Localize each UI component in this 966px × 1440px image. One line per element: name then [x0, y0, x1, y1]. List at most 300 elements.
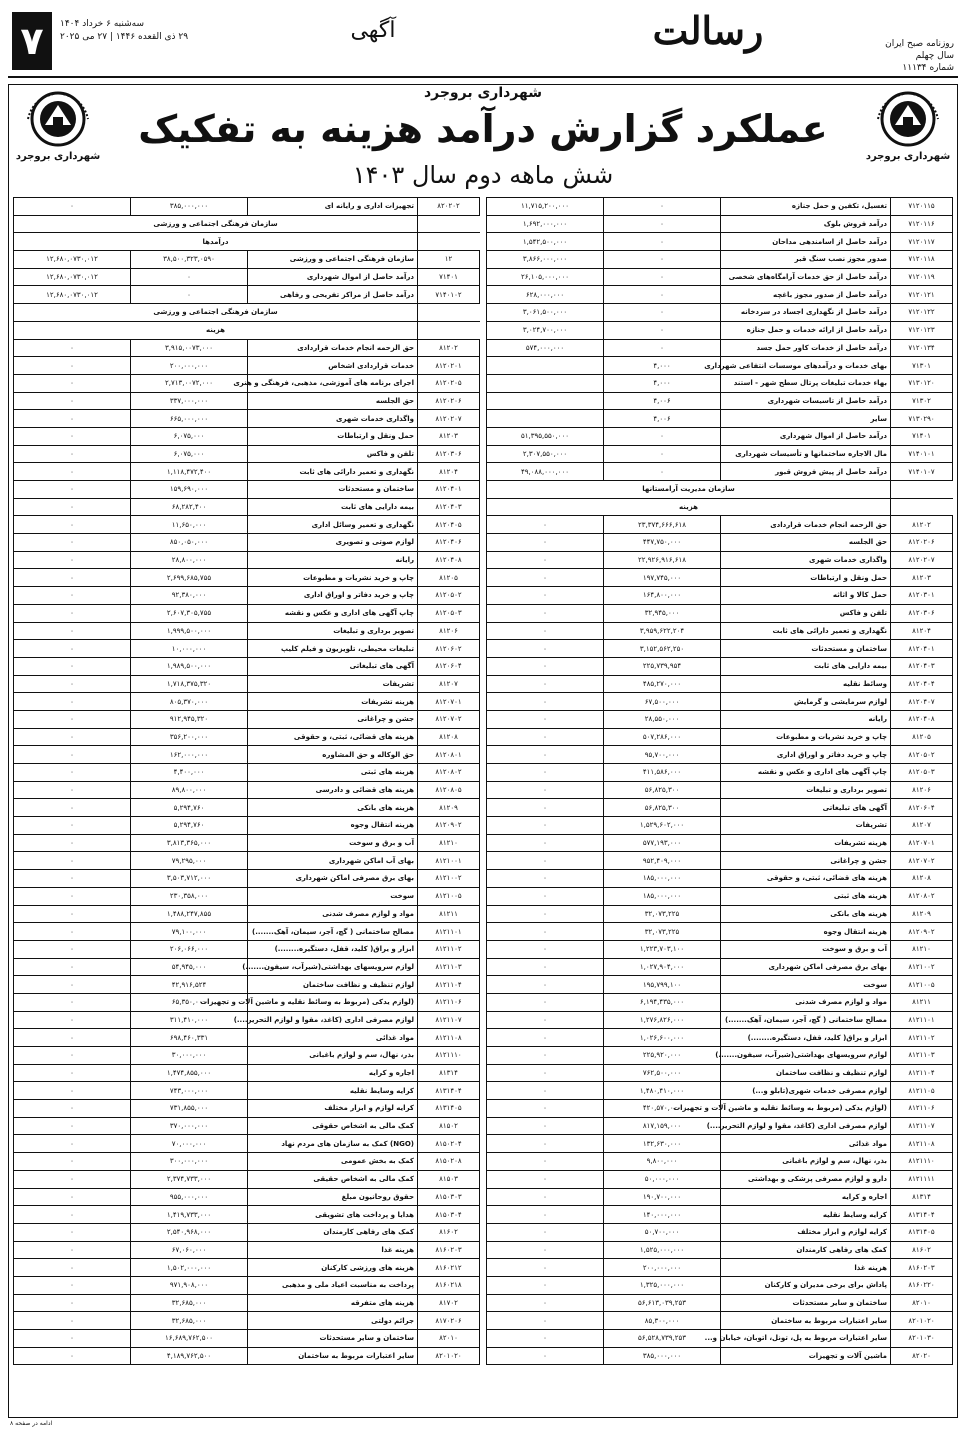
section-header: سازمان فرهنگی اجتماعی و ورزشی: [14, 304, 418, 322]
description: لوازم سرمایشی و گرمایش: [721, 693, 891, 711]
description: تلفن و فاکس: [721, 604, 891, 622]
description: تصویر برداری و تبلیغات: [721, 781, 891, 799]
table-row: [487, 321, 953, 339]
date-box: [60, 18, 188, 44]
account-code: ۱۲: [418, 251, 480, 269]
amount-col-1: ۴,۴۰۰,۰۰۰: [131, 764, 248, 782]
description: هزینه های قضائی، ثبتی، و حقوقی: [248, 728, 418, 746]
account-code: ۸۱۲۰۶۰۴: [418, 657, 480, 675]
amount-col-1: ۱۹۰,۷۰۰,۰۰۰: [604, 1188, 721, 1206]
account-code: ۸۱۲۱۱: [418, 905, 480, 923]
amount-col-2: ۱۲,۶۸۰,۰۷۳۰,۰۱۲: [14, 268, 131, 286]
amount-col-2: ۰: [14, 427, 131, 445]
table-row: [487, 746, 953, 764]
account-code: ۷۱۳۰۲۹۰: [891, 410, 953, 428]
account-code: ۸۱۲۰۲: [891, 516, 953, 534]
row-spacer: [891, 481, 953, 499]
description: بذر، نهال، سم و لوازم باغبانی: [721, 1153, 891, 1171]
table-row: [487, 339, 953, 357]
table-row: [487, 993, 953, 1011]
account-code: ۸۱۲۱۰: [891, 940, 953, 958]
amount-col-1: ۱۴۰,۰۰۰,۰۰۰: [604, 1206, 721, 1224]
amount-col-2: ۰: [487, 1206, 604, 1224]
amount-col-2: ۰: [14, 357, 131, 375]
meta-line-3: روزنامه صبح ایران: [885, 39, 954, 49]
amount-col-2: ۱۲,۶۸۰,۰۷۳۰,۰۱۲: [14, 251, 131, 269]
description: هزینه های ثبتی: [721, 887, 891, 905]
description: سایر اعتبارات مربوط به ساختمان: [721, 1312, 891, 1330]
table-row: [14, 587, 480, 605]
amount-col-2: ۵۷۴,۰۰۰,۰۰۰: [487, 339, 604, 357]
table-row: [487, 799, 953, 817]
amount-col-1: ۶۸,۲۸۲,۴۰۰: [131, 498, 248, 516]
description: چاپ آگهی های اداری و عکس و نقشه: [248, 604, 418, 622]
description: تبلیغات محیطی، تلویزیون و فیلم کلیپ: [248, 640, 418, 658]
table-row: [487, 604, 953, 622]
description: درآمد حاصل از حق خدمات آرامگاه‌های شخصی: [721, 268, 891, 286]
amount-col-1: ۳۸,۵۰۰,۳۲۳,۰۵۹۰: [131, 251, 248, 269]
table-row: [14, 1312, 480, 1330]
description: هزینه های بانکی: [248, 799, 418, 817]
account-code: ۸۱۲۰۵: [891, 728, 953, 746]
amount-col-2: ۳,۰۲۴,۷۰۰,۰۰۰: [487, 321, 604, 339]
account-code: ۸۱۲۰۷: [891, 817, 953, 835]
description: چاپ و خرید دفاتر و اوراق اداری: [721, 746, 891, 764]
description: حق الجلسه: [248, 392, 418, 410]
table-row: [487, 1117, 953, 1135]
amount-col-1: ۸۰۵,۳۷۰,۰۰۰: [131, 693, 248, 711]
description: جشن و چراغانی: [721, 852, 891, 870]
amount-col-2: ۰: [487, 1082, 604, 1100]
amount-col-1: ۵۶,۸۲۵,۳۰۰: [604, 799, 721, 817]
amount-col-2: ۰: [487, 1223, 604, 1241]
table-row: [14, 887, 480, 905]
table-row: [14, 357, 480, 375]
table-row: [487, 498, 953, 516]
account-code: ۸۱۲۱۱۰۲: [418, 940, 480, 958]
description: هزینه های ثبتی: [248, 764, 418, 782]
amount-col-2: ۰: [487, 834, 604, 852]
account-code: ۸۱۲۰۴۰۴: [891, 675, 953, 693]
amount-col-1: ۱۹۵,۷۹۹,۱۰۰: [604, 976, 721, 994]
table-row: [487, 268, 953, 286]
amount-col-2: ۰: [14, 1188, 131, 1206]
table-row: [14, 1100, 480, 1118]
account-code: ۸۱۲۰۴۰۷: [891, 693, 953, 711]
amount-col-2: ۰: [487, 1276, 604, 1294]
amount-col-2: ۱,۵۴۲,۵۰۰,۰۰۰: [487, 233, 604, 251]
table-row: [487, 940, 953, 958]
account-code: ۸۱۵۰۳: [418, 1170, 480, 1188]
table-row: [487, 640, 953, 658]
amount-col-2: ۰: [487, 1241, 604, 1259]
amount-col-1: ۹۵,۷۰۰,۰۰۰: [604, 746, 721, 764]
row-spacer: [891, 498, 953, 516]
account-code: ۷۱۲۰۱۱۹: [891, 268, 953, 286]
description: درآمد حاصل از نگهداری اجساد در سردخانه: [721, 304, 891, 322]
description: ماشین آلات و تجهیزات: [721, 1347, 891, 1365]
account-code: ۸۱۲۰۷۰۱: [418, 693, 480, 711]
account-code: ۷۱۲۰۱۱۶: [891, 215, 953, 233]
account-code: ۸۱۲۰۲۰۷: [418, 410, 480, 428]
account-code: ۸۱۶۰۲۱۲: [418, 1259, 480, 1277]
table-row: [14, 799, 480, 817]
amount-col-2: ۰: [487, 1153, 604, 1171]
table-row: [14, 1029, 480, 1047]
amount-col-2: ۲,۳۰۷,۵۵۰,۰۰۰: [487, 445, 604, 463]
amount-col-2: ۳,۸۶۶,۰۰۰,۰۰۰: [487, 251, 604, 269]
table-row: [14, 1206, 480, 1224]
table-row: [487, 1223, 953, 1241]
description: کرایه وسایط نقلیه: [248, 1082, 418, 1100]
amount-col-1: ۹۵۵,۰۰۰,۰۰۰: [131, 1188, 248, 1206]
account-code: ۸۲۰۱۰۳۰: [891, 1330, 953, 1348]
description: (NGO) کمک به سازمان های مردم نهاد: [248, 1135, 418, 1153]
amount-col-1: ۲,۶۹۹,۶۸۵,۷۵۵: [131, 569, 248, 587]
amount-col-1: ۰: [604, 304, 721, 322]
account-code: ۸۱۵۰۲۰۴: [418, 1135, 480, 1153]
right-table: [486, 197, 953, 1365]
amount-col-1: ۲,۷۱۳,۰۰۷۲,۰۰۰: [131, 374, 248, 392]
amount-col-2: ۰: [14, 781, 131, 799]
table-row: [487, 463, 953, 481]
description: تصویر برداری و تبلیغات: [248, 622, 418, 640]
account-code: ۸۱۲۰۸۰۱: [418, 746, 480, 764]
amount-col-2: ۰: [14, 534, 131, 552]
amount-col-1: ۷۶۲,۵۰۰,۰۰۰: [604, 1064, 721, 1082]
account-code: ۸۲۰۲۰: [891, 1347, 953, 1365]
account-code: ۷۱۴۰۱: [891, 427, 953, 445]
description: لوازم تنظیف و نظافت ساختمان: [248, 976, 418, 994]
account-code: ۸۱۲۰۴۰۳: [418, 498, 480, 516]
table-row: [14, 374, 480, 392]
amount-col-1: ۶,۱۹۴,۴۳۵,۰۰۰: [604, 993, 721, 1011]
amount-col-2: ۰: [487, 1347, 604, 1365]
description: کمک های رفاهی کارمندان: [248, 1223, 418, 1241]
table-row: [14, 870, 480, 888]
table-row: [487, 1188, 953, 1206]
description: کرایه لوازم و ابزار مختلف: [721, 1223, 891, 1241]
amount-col-2: ۰: [487, 1117, 604, 1135]
table-row: [487, 976, 953, 994]
amount-col-1: ۴,۰۰۰: [604, 357, 721, 375]
amount-col-1: ۴,۱۸۹,۷۶۲,۵۰۰: [131, 1347, 248, 1365]
amount-col-1: ۲۰۰,۰۰۰,۰۰۰: [604, 1259, 721, 1277]
account-code: ۷۱۲۰۱۲۲: [891, 304, 953, 322]
account-code: ۸۱۲۱۱۰۶: [418, 993, 480, 1011]
description: کمک مالی به اشخاص حقوقی: [248, 1117, 418, 1135]
amount-col-2: ۰: [487, 923, 604, 941]
amount-col-2: ۰: [14, 958, 131, 976]
account-code: ۸۱۲۱۱۰۸: [891, 1135, 953, 1153]
account-code: ۸۱۳۱۴: [891, 1188, 953, 1206]
amount-col-1: ۱۹۷,۷۴۵,۰۰۰: [604, 569, 721, 587]
description: بیمه دارایی های ثابت: [721, 657, 891, 675]
amount-col-1: ۰: [604, 215, 721, 233]
amount-col-1: ۳,۹۱۵,۰۰۷۳,۰۰۰: [131, 339, 248, 357]
description: واگذاری خدمات شهری: [721, 551, 891, 569]
table-row: [14, 481, 480, 499]
table-row: [14, 551, 480, 569]
amount-col-1: ۹,۸۰۰,۰۰۰: [604, 1153, 721, 1171]
amount-col-2: ۰: [487, 940, 604, 958]
account-code: ۷۱۲۰۱۱۸: [891, 251, 953, 269]
account-code: ۸۱۶۰۲۱۸: [418, 1276, 480, 1294]
amount-col-2: ۴۹,۰۸۸,۰۰۰,۰۰۰: [487, 463, 604, 481]
left-table-body: [14, 198, 480, 1365]
description: خدمات قراردادی اشخاص: [248, 357, 418, 375]
description: لوازم تنظیف و نظافت ساختمان: [721, 1064, 891, 1082]
account-code: ۸۱۲۰۵: [418, 569, 480, 587]
amount-col-1: ۰: [604, 463, 721, 481]
description: بذر، نهال، سم و لوازم باغبانی: [248, 1047, 418, 1065]
account-code: ۸۲۰۱۰۲۰: [891, 1312, 953, 1330]
description: (لوازم یدکی (مربوط به وسائط نقلیه و ماشین آلات و تجهیزات: [248, 993, 418, 1011]
table-row: [487, 1259, 953, 1277]
description: حمل کالا و اثاثه: [721, 587, 891, 605]
table-row: [14, 198, 480, 216]
description: کمک به بخش عمومی: [248, 1153, 418, 1171]
amount-col-2: ۰: [14, 1082, 131, 1100]
table-row: [14, 321, 480, 339]
table-row: [487, 286, 953, 304]
amount-col-1: ۵۰۷,۲۸۶,۰۰۰: [604, 728, 721, 746]
amount-col-1: ۸۹,۸۰۰,۰۰۰: [131, 781, 248, 799]
amount-col-1: ۳۲,۰۷۳,۲۲۵: [604, 923, 721, 941]
amount-col-2: ۰: [14, 1135, 131, 1153]
description: درآمد حاصل از خدمات کاور حمل جسد: [721, 339, 891, 357]
amount-col-2: ۰: [14, 1029, 131, 1047]
amount-col-1: ۳۲,۹۴۵,۰۰۰: [604, 604, 721, 622]
amount-col-2: ۰: [487, 693, 604, 711]
description: مواد غذائی: [248, 1029, 418, 1047]
section-header: سازمان فرهنگی اجتماعی و ورزشی: [14, 215, 418, 233]
account-code: ۸۱۲۱۱: [891, 993, 953, 1011]
date-line-2: ۲۹ ذی القعده ۱۴۴۶ | ۲۷ می ۲۰۲۵: [60, 32, 189, 42]
table-row: [487, 675, 953, 693]
table-row: [487, 764, 953, 782]
description: هزینه های متفرقه: [248, 1294, 418, 1312]
account-code: ۸۱۶۰۲۲۰: [891, 1276, 953, 1294]
description: نگهداری و تعمیر دارائی های ثابت: [721, 622, 891, 640]
table-row: [14, 1276, 480, 1294]
description: کرایه وسایط نقلیه: [721, 1206, 891, 1224]
account-code: ۸۱۲۰۳: [418, 427, 480, 445]
description: وسائط نقلیه: [721, 675, 891, 693]
amount-col-2: ۰: [14, 976, 131, 994]
amount-col-2: ۰: [487, 675, 604, 693]
table-row: [14, 604, 480, 622]
table-row: [487, 516, 953, 534]
table-row: [14, 233, 480, 251]
account-code: ۸۱۲۰۴۰۳: [891, 657, 953, 675]
amount-col-1: ۳۰,۰۰۰,۰۰۰: [131, 1047, 248, 1065]
description: بهای برق مصرفی اماکن شهرداری: [248, 870, 418, 888]
description: کمک مالی به اشخاص حقیقی: [248, 1170, 418, 1188]
amount-col-2: ۰: [487, 551, 604, 569]
meta-line-2: شماره ۱۱۱۳۴: [902, 63, 954, 73]
account-code: ۸۱۲۰۸۰۵: [418, 781, 480, 799]
table-row: [487, 1153, 953, 1171]
account-code: ۸۱۲۱۱۰۷: [418, 1011, 480, 1029]
amount-col-2: ۰: [487, 587, 604, 605]
amount-col-2: ۰: [14, 1064, 131, 1082]
report-subtitle: شش ماهه دوم سال ۱۴۰۳: [352, 161, 614, 189]
account-code: ۸۱۲۱۱۱۱: [891, 1170, 953, 1188]
amount-col-2: ۰: [487, 657, 604, 675]
table-row: [14, 993, 480, 1011]
description: ساختمان و سایر مستحدثات: [721, 1294, 891, 1312]
amount-col-1: ۸۱۷,۱۵۹,۰۰۰: [604, 1117, 721, 1135]
table-row: [487, 587, 953, 605]
table-row: [487, 233, 953, 251]
account-code: ۸۱۵۰۳۰۳: [418, 1188, 480, 1206]
description: حقوق روحانیون مبلغ: [248, 1188, 418, 1206]
description: هزینه انتقال وجوه: [248, 817, 418, 835]
description: لوازم صوتی و تصویری: [248, 534, 418, 552]
left-table: [13, 197, 480, 1365]
amount-col-2: ۰: [14, 339, 131, 357]
amount-col-1: ۲,۵۴۰,۹۶۸,۰۰۰: [131, 1223, 248, 1241]
description: هزینه تشریفات: [721, 834, 891, 852]
description: حمل ونقل و ارتباطات: [248, 427, 418, 445]
description: حق الجلسه: [721, 534, 891, 552]
description: (لوازم یدکی (مربوط به وسائط نقلیه و ماشین آلات و تجهیزات: [721, 1100, 891, 1118]
amount-col-2: ۰: [14, 374, 131, 392]
account-code: ۸۲۰۱۰۲۰: [418, 1347, 480, 1365]
table-row: [14, 516, 480, 534]
amount-col-1: ۸۵۰,۰۵۰,۰۰۰: [131, 534, 248, 552]
row-spacer: [418, 321, 480, 339]
amount-col-1: ۴۱۱,۵۸۶,۰۰۰: [604, 764, 721, 782]
amount-col-1: ۷۴۳,۰۰۰,۰۰۰: [131, 1082, 248, 1100]
description: لوازم مصرفی خدمات شهری(تابلو و...): [721, 1082, 891, 1100]
account-code: ۸۱۲۱۱۱۰: [891, 1153, 953, 1171]
description: بهای آب اماکن شهرداری: [248, 852, 418, 870]
amount-col-2: ۱۱,۷۱۵,۲۰۰,۰۰۰: [487, 198, 604, 216]
account-code: ۸۱۲۰۹۰۲: [418, 817, 480, 835]
amount-col-2: ۰: [487, 710, 604, 728]
amount-col-2: ۰: [14, 551, 131, 569]
date-line-1: سه‌شنبه ۶ خرداد ۱۴۰۴: [60, 19, 144, 29]
table-row: [487, 923, 953, 941]
table-row: [14, 268, 480, 286]
table-row: [487, 1276, 953, 1294]
description: تجهیزات اداری و رایانه ای: [248, 198, 418, 216]
amount-col-1: ۳۸۵,۰۰۰,۰۰۰: [604, 1347, 721, 1365]
description: سایر اعتبارات مربوط به ساختمان: [248, 1347, 418, 1365]
amount-col-2: ۰: [14, 764, 131, 782]
table-row: [14, 1082, 480, 1100]
table-row: [487, 657, 953, 675]
description: دارو و لوازم مصرفی پزشکی و بهداشتی: [721, 1170, 891, 1188]
table-row: [14, 958, 480, 976]
amount-col-1: ۵۶,۸۲۵,۳۰۰: [604, 781, 721, 799]
amount-col-2: ۰: [487, 534, 604, 552]
table-row: [14, 1153, 480, 1171]
amount-col-1: ۵۶,۵۲۸,۷۳۹,۲۵۳: [604, 1330, 721, 1348]
table-row: [14, 622, 480, 640]
amount-col-2: ۰: [14, 1206, 131, 1224]
description: درآمد حاصل از مراکز تفریحی و رفاهی: [248, 286, 418, 304]
account-code: ۸۱۲۱۱۱۰: [418, 1047, 480, 1065]
amount-col-2: ۰: [14, 481, 131, 499]
continued-note: ادامه در صفحه ۸: [10, 1420, 53, 1427]
account-code: ۸۱۶۰۲: [891, 1241, 953, 1259]
table-row: [487, 1100, 953, 1118]
amount-col-1: ۹۵۲,۴۰۹,۰۰۰: [604, 852, 721, 870]
table-row: [14, 1135, 480, 1153]
account-code: ۸۱۲۱۰: [418, 834, 480, 852]
amount-col-2: ۰: [14, 640, 131, 658]
table-row: [14, 817, 480, 835]
amount-col-1: ۹۱۲,۹۴۵,۳۲۰: [131, 710, 248, 728]
table-row: [14, 1170, 480, 1188]
description: واگذاری خدمات شهری: [248, 410, 418, 428]
account-code: ۸۱۵۰۲۰۸: [418, 1153, 480, 1171]
description: لوازم سرویسهای بهداشتی(شیرآب، سیفون.......): [248, 958, 418, 976]
account-code: ۸۱۲۰۳۰۶: [891, 604, 953, 622]
table-row: [14, 1117, 480, 1135]
description: حمل ونقل و ارتباطات: [721, 569, 891, 587]
description: مواد و لوازم مصرف شدنی: [721, 993, 891, 1011]
amount-col-2: ۰: [14, 657, 131, 675]
amount-col-2: ۰: [487, 799, 604, 817]
table-row: [14, 657, 480, 675]
account-code: ۸۱۲۱۱۰۴: [418, 976, 480, 994]
table-row: [487, 1294, 953, 1312]
amount-col-1: ۰: [604, 427, 721, 445]
table-row: [487, 1082, 953, 1100]
description: مواد غذائی: [721, 1135, 891, 1153]
account-code: ۸۱۲۰۶۰۲: [418, 640, 480, 658]
amount-col-1: ۳۲,۰۷۳,۲۲۵: [604, 905, 721, 923]
amount-col-1: ۲۲۵,۷۳۹,۹۵۴: [604, 657, 721, 675]
amount-col-1: ۰: [131, 286, 248, 304]
account-code: ۷۱۳۰۱: [891, 357, 953, 375]
account-code: ۸۱۳۱۴۰۵: [418, 1100, 480, 1118]
table-row: [487, 410, 953, 428]
account-code: ۸۱۲۰۶۰۴: [891, 799, 953, 817]
table-row: [14, 1011, 480, 1029]
row-spacer: [418, 215, 480, 233]
description: هزینه های قضائی، ثبتی، و حقوقی: [721, 870, 891, 888]
description: بهاء خدمات تبلیغات پرتال سطح شهر - استند: [721, 374, 891, 392]
account-code: ۸۱۲۰۲۰۷: [891, 551, 953, 569]
amount-col-2: ۰: [487, 746, 604, 764]
description: مواد و لوازم مصرف شدنی: [248, 905, 418, 923]
amount-col-1: ۳,۸۱۳,۳۶۵,۰۰۰: [131, 834, 248, 852]
amount-col-2: ۰: [487, 516, 604, 534]
amount-col-1: ۱۵۹,۶۹۰,۰۰۰: [131, 481, 248, 499]
description: تشریفات: [721, 817, 891, 835]
table-row: [487, 251, 953, 269]
amount-col-1: ۱,۵۲۵,۰۰۰,۰۰۰: [604, 1241, 721, 1259]
amount-col-2: ۰: [14, 1294, 131, 1312]
account-code: ۸۱۷۰۲: [418, 1294, 480, 1312]
description: ساختمان و سایر مستحدثات: [248, 1330, 418, 1348]
amount-col-1: ۳۱۱,۴۱۰,۰۰۰: [131, 1011, 248, 1029]
description: کرایه لوازم و ابزار مختلف: [248, 1100, 418, 1118]
description: جرائم دولتی: [248, 1312, 418, 1330]
amount-col-1: ۱,۵۰۲,۰۰۰,۰۰۰: [131, 1259, 248, 1277]
description: لوازم سرویسهای بهداشتی(شیرآب، سیفون.......): [721, 1047, 891, 1065]
table-row: [487, 1029, 953, 1047]
amount-col-1: ۵,۲۹۴,۷۶۰: [131, 799, 248, 817]
table-row: [14, 427, 480, 445]
amount-col-1: ۱,۰۲۷,۹۰۴,۰۰۰: [604, 958, 721, 976]
amount-col-1: ۳۰۰,۰۰۰,۰۰۰: [131, 1153, 248, 1171]
